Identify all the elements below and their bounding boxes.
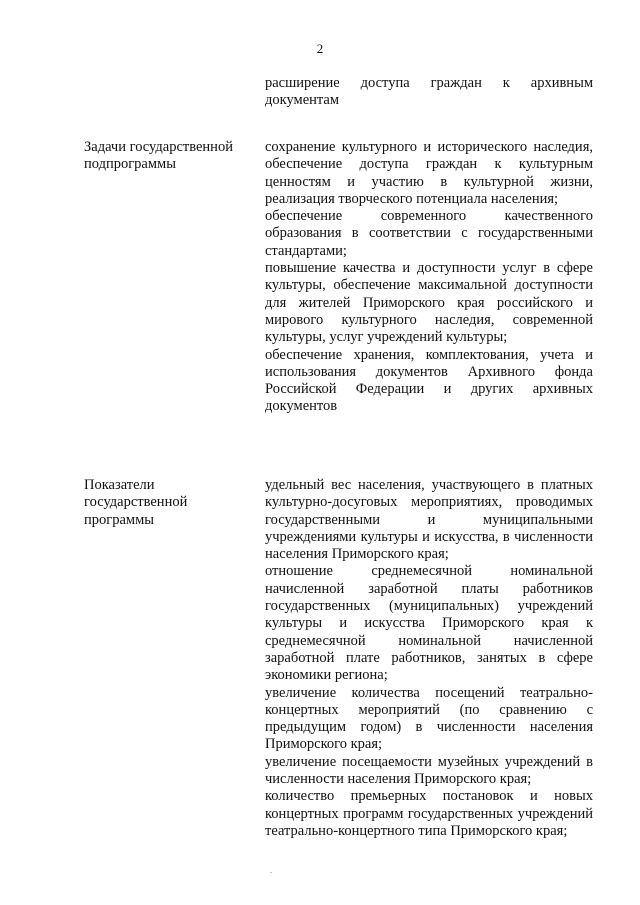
task-item: обеспечение хранения, комплектования, учета и использования документов Архивного фонда Российской Федерации и других архивных документов — [265, 346, 593, 415]
indicator-item: увеличение количества посещений театрально-концертных мероприятий (по сравнению с предыдущим годом) в численности населения Приморского края; — [265, 684, 593, 753]
task-item: повышение качества и доступности услуг в сфере культуры, обеспечение максимальной доступности для жителей Приморского края российского и мирового культурного наследия, современной культуры, услуг учреждений культуры; — [265, 260, 593, 346]
top-continuation — [265, 75, 593, 110]
task-item: сохранение культурного и исторического наследия, обеспечение доступа граждан к культурным ценностям и участию в культурной жизни, реализация творческого потенциала населения; — [265, 139, 593, 207]
indicator-item: количество премьерных постановок и новых концертных программ государственных учреждений театрально-концертного типа Приморского края; — [265, 788, 593, 839]
page-number: 2 — [316, 41, 324, 56]
indicator-item: отношение среднемесячной номинальной начисленной заработной платы работников государственных (муниципальных) учреждений культуры и искусства Приморского края к среднемесячной номинальной начисленной заработной плате работников, занятых в сфере экономики региона; — [265, 563, 593, 684]
indicator-item: удельный вес населения, участвующего в платных культурно-досуговых мероприятиях, проводимых государственными и муниципальными учреждениями культуры и искусства, в численности населения Приморского края; — [265, 477, 593, 563]
task-item: обеспечение современного качественного образования в соответствии с государственными стандартами; — [265, 208, 593, 259]
indicator-item: увеличение посещаемости музейных учреждений в численности населения Приморского края; — [265, 753, 593, 788]
continuation-paragraph: расширение доступа граждан к архивным документам — [265, 75, 593, 109]
section-tasks-content — [265, 139, 593, 416]
section-indicators-content — [265, 477, 593, 840]
section-tasks-label: Задачи государственной подпрограммы — [84, 139, 233, 173]
section-indicators-label: Показатели государственной программы — [84, 477, 188, 528]
stray-mark: . — [270, 866, 272, 875]
